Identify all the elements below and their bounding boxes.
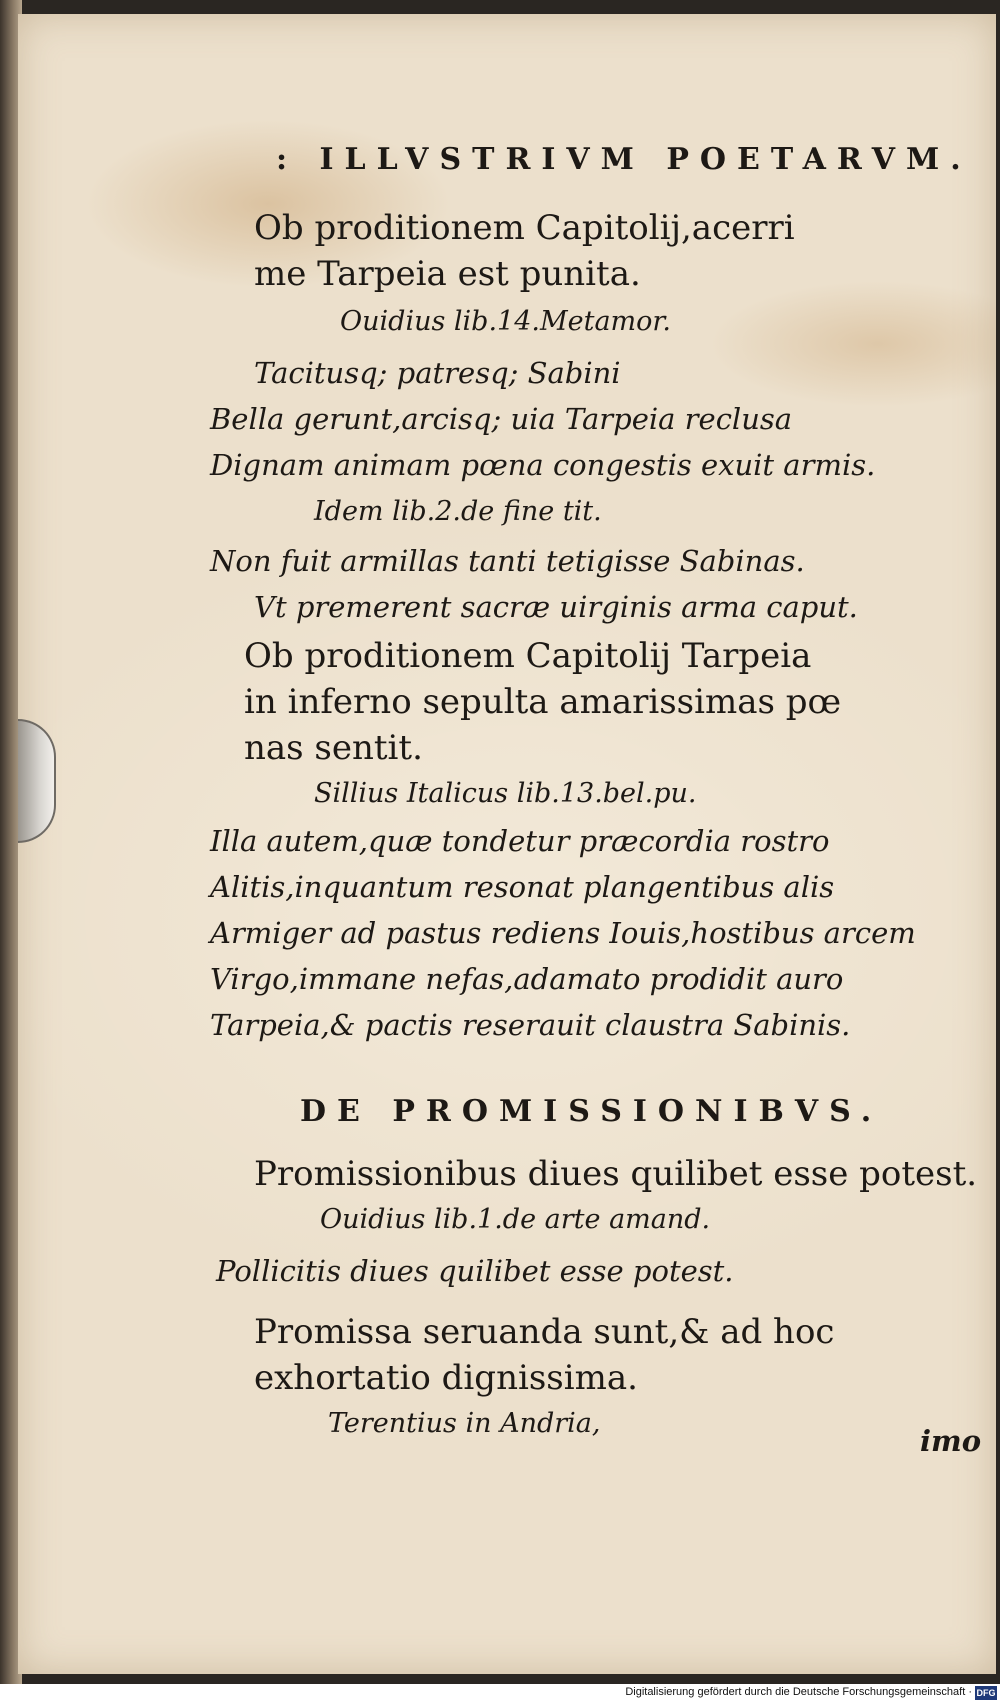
text-line: in inferno sepulta amarissimas pœ bbox=[244, 682, 842, 722]
text-line: Promissa seruanda sunt,& ad hoc bbox=[254, 1312, 835, 1352]
text-line: exhortatio dignissima. bbox=[254, 1358, 638, 1398]
citation: Ouidius lib.1.de arte amand. bbox=[320, 1204, 711, 1235]
verse-line: Bella gerunt,arcisq; uia Tarpeia reclusa bbox=[210, 402, 793, 436]
text-line: Ob proditionem Capitolij,acerri bbox=[254, 208, 795, 248]
verse-line: Illa autem,quæ tondetur præcordia rostro bbox=[210, 824, 830, 858]
citation: Sillius Italicus lib.13.bel.pu. bbox=[314, 778, 697, 809]
verse-line: Pollicitis diues quilibet esse potest. bbox=[216, 1254, 734, 1288]
text-line: Promissionibus diues quilibet esse potest. bbox=[254, 1154, 978, 1194]
citation: Ouidius lib.14.Metamor. bbox=[340, 306, 671, 337]
text-line: Ob proditionem Capitolij Tarpeia bbox=[244, 636, 812, 676]
citation: Idem lib.2.de fine tit. bbox=[314, 496, 602, 527]
verse-line: Vt premerent sacræ uirginis arma caput. bbox=[254, 590, 858, 624]
citation: Terentius in Andria, bbox=[328, 1408, 601, 1439]
verse-line: Virgo,immane nefas,adamato prodidit auro bbox=[210, 962, 844, 996]
verse-line: Armiger ad pastus rediens Iouis,hostibus arcem bbox=[210, 916, 916, 950]
verse-line: Tarpeia,& pactis reserauit claustra Sabinis. bbox=[210, 1008, 851, 1042]
verse-line: Tacitusq; patresq; Sabini bbox=[254, 356, 621, 390]
verse-line: Alitis,inquantum resonat plangentibus alis bbox=[210, 870, 835, 904]
section-heading: DE PROMISSIONIBVS. bbox=[300, 1094, 883, 1129]
catchword: imo bbox=[920, 1424, 982, 1458]
text-line: nas sentit. bbox=[244, 728, 423, 768]
text-line: me Tarpeia est punita. bbox=[254, 254, 641, 294]
dfg-logo-icon: DFG bbox=[976, 1688, 996, 1698]
verse-line: Non fuit armillas tanti tetigisse Sabinas. bbox=[210, 544, 805, 578]
verse-line: Dignam animam pœna congestis exuit armis. bbox=[210, 448, 876, 482]
page-clip bbox=[18, 719, 56, 843]
footer-credit: Digitalisierung gefördert durch die Deutsche Forschungsgemeinschaft · bbox=[625, 1686, 972, 1698]
running-head: : ILLVSTRIVM POETARVM. bbox=[276, 142, 972, 177]
book-page bbox=[18, 14, 996, 1674]
